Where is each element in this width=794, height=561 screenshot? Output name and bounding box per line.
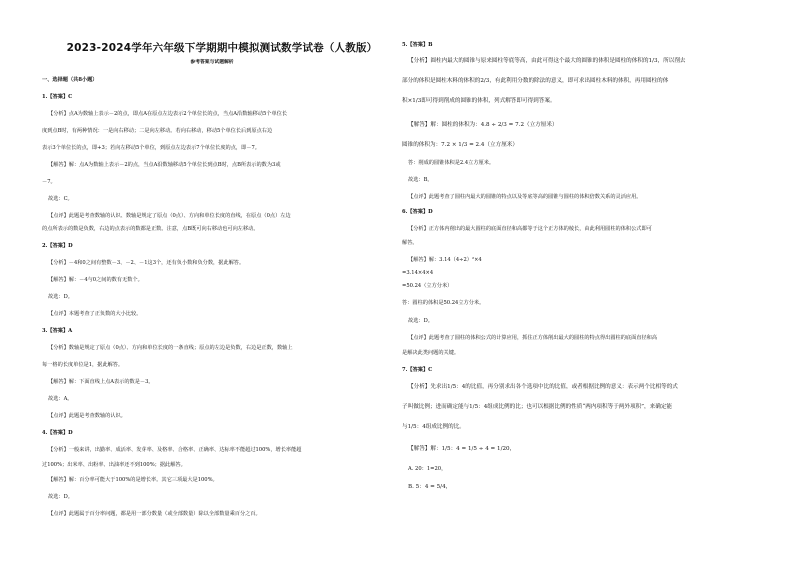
text-line: 答：削成的圆锥体积是2.4立方厘米。 [408, 160, 495, 166]
text-line: A. 20：1=20， [408, 466, 447, 472]
text-line: 故选：C。 [48, 196, 73, 202]
answer-line: 4.【答案】D [42, 430, 73, 436]
text-line: 故选：B。 [408, 177, 433, 183]
right-column [402, 0, 754, 561]
text-line: 故选：A。 [48, 396, 73, 402]
document-subtitle: 参考答案与试题解析 [190, 59, 234, 65]
answer-line: 1.【答案】C [42, 94, 73, 100]
text-line: 的点所表示的数是负数，右边的点表示的数都是正数。注意，点B既可向右移动也可向左移动。 [42, 226, 259, 232]
text-line: 是解决此类问题的关键。 [402, 350, 460, 356]
answer-line: 7.【答案】C [402, 367, 433, 373]
text-line: 【点评】此题属于百分率问题，都是用一部分数量（或全部数量）除以全部数量乘百分之百。 [48, 511, 261, 517]
left-column [42, 0, 382, 561]
text-line: 【点评】此题考查了圆柱内最大的圆锥的特点以及等底等高的圆锥与圆柱的体积倍数关系的灵活应用。 [408, 194, 642, 200]
text-line: 【分析】数轴是规定了原点（0点）、方向和单位长度的一条直线；原点的左边是负数，右边是正数，数轴上 [48, 345, 293, 351]
text-line: 【点评】此题是考查数轴的认识、数轴是规定了原点（0点）、方向和单位长度的直线，在原点（0点）左边 [48, 213, 291, 219]
text-line: 【分析】先求出1/5：4的比值，再分别求出各个选项中比的比值，或者根据比例的意义：表示两个比相等的式 [408, 384, 678, 390]
text-line: 积×1/3即可得到削成的圆锥的体积，列式解答即可得到答案。 [402, 98, 556, 104]
section-heading: 一、选择题（共8小题） [42, 77, 98, 83]
text-line: 度到点B时，有两种情况：一是向右移动；二是向左移动。若向右移动，移动5个单位长后到原点右边 [42, 128, 273, 134]
text-line: 【解答】解：下面直线上点A表示的数是－3。 [48, 379, 154, 385]
text-line: 【点评】本题考查了正负数的大小比较。 [48, 311, 142, 317]
text-line: 解答。 [402, 240, 418, 246]
text-line: 部分的体积是圆柱木料的体积的2/3，有此利用分数的除法的意义，即可求出圆柱木料的体积，再用圆柱的体 [402, 78, 669, 84]
text-line: 【解答】解：3.14（4÷2）²×4 [408, 257, 482, 263]
text-line: 过100%；出米率、出粉率、出油率还不到100%；据此解答。 [42, 462, 186, 468]
text-line: 【点评】此题考查了圆柱的体积公式的计算应用，抓住正方体削出最大的圆柱的特点得出圆柱的底面直径和高 [408, 335, 658, 341]
text-line: 【解答】解：－4与0之间的数有无数个。 [48, 277, 143, 283]
text-line: B. 5：4 = 5/4， [408, 484, 452, 490]
answer-line: 5.【答案】B [402, 42, 433, 48]
text-line: 子叫做比例；进而确定能与1/5：4组成比例的比；也可以根据比例的性质“两内项积等于两外项积”，来确定能 [402, 404, 673, 410]
text-line: 【分析】正方体内削出的最大圆柱的底面直径和高都等于这个正方体的棱长，由此利用圆柱的体积公式即可 [408, 226, 652, 232]
text-line: 【分析】－4和0之间有整数－3、－2、－1这3个，还有负小数和负分数，据此解答。 [48, 260, 245, 266]
document-title: 2023-2024学年六年级下学期期中模拟测试数学试卷（人教版） [66, 42, 378, 54]
text-line: 【分析】点A为数轴上表示－2的点，即点A在原点左边表示2个单位长的点，当点A沿数轴移动5个单位长 [48, 111, 288, 117]
text-line: 【解答】解：圆柱的体积为：4.8 ÷ 2/3 = 7.2（立方厘米） [408, 122, 558, 128]
text-line: =3.14×4×4 [402, 270, 434, 276]
text-line: 表示3个单位长的点，即+3；若向左移动5个单位，到原点左边表示7个单位长度的点，即－7。 [42, 145, 260, 151]
text-line: 故选：D。 [48, 494, 73, 500]
text-line: 故选：D。 [408, 318, 433, 324]
answer-line: 3.【答案】A [42, 328, 73, 334]
answer-line: 6.【答案】D [402, 209, 433, 215]
text-line: 答：圆柱的体积是50.24立方分米。 [402, 300, 485, 306]
text-line: =50.24（立方分米） [402, 283, 453, 289]
text-line: 【分析】圆柱内最大的圆锥与原来圆柱等底等高，由此可得这个最大的圆锥的体积是圆柱的体积的1/3，所以削去 [408, 58, 686, 64]
text-line: 圆锥的体积为：7.2 × 1/3 = 2.4（立方厘米） [402, 142, 518, 148]
text-line: 【点评】此题是考查数轴的认识。 [48, 413, 126, 419]
text-line: 【解答】解：1/5：4 = 1/5 ÷ 4 = 1/20， [408, 446, 516, 452]
text-line: 与1/5：4组成比例的比。 [402, 424, 465, 430]
text-line: 每一格的长度单位是1，据此解答。 [42, 362, 124, 368]
text-line: 【解答】解：点A为数轴上表示－2的点，当点A沿数轴移动5个单位长到点B时，点B所表示的数为3或 [48, 162, 281, 168]
text-line: 【解答】解：百分率可能大于100%的是增长率。其它三项最大是100%。 [48, 477, 218, 483]
text-line: －7。 [42, 179, 56, 185]
text-line: 【分析】一般来讲，出勤率、成活率、发芽率、及格率、合格率、正确率、达标率不能超过100%，增长率能超 [48, 447, 302, 453]
text-line: 故选：D。 [48, 294, 73, 300]
answer-line: 2.【答案】D [42, 243, 73, 249]
